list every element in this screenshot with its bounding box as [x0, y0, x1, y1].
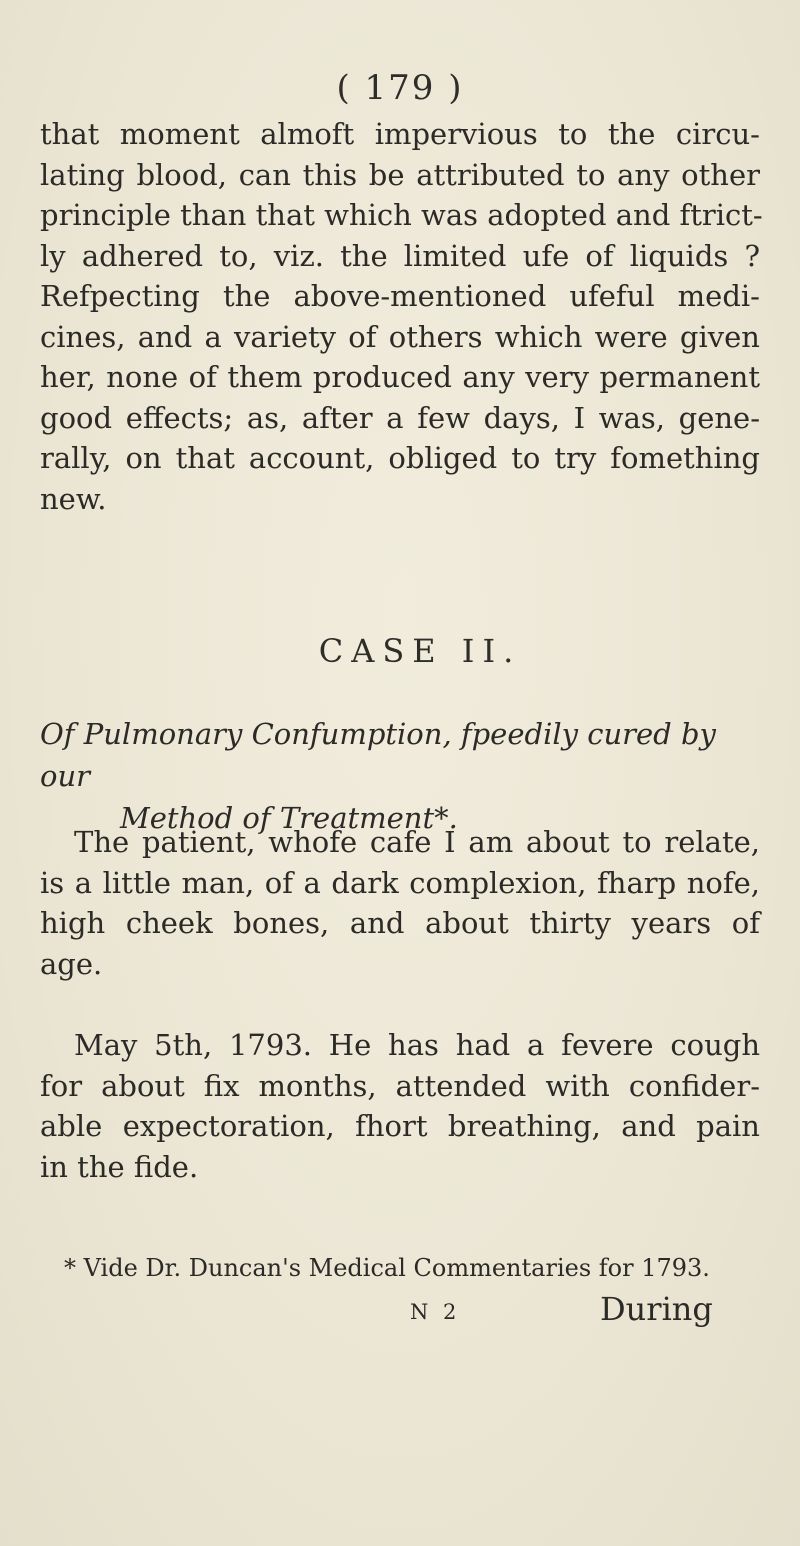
case-subtitle [40, 713, 760, 839]
page-number: ( 179 ) [336, 68, 464, 108]
text-line: Refpecting the above-mentioned ufeful medi- [40, 279, 760, 313]
case-heading: CASE II. [318, 632, 522, 670]
signature-mark: N 2 [410, 1300, 461, 1324]
paragraph-1 [40, 114, 763, 519]
catchword: During [600, 1290, 713, 1328]
text-line: lating blood, can this be attributed to any other [40, 157, 760, 192]
text-line: rally, on that account, obliged to try fomething [40, 441, 760, 475]
text-line: high cheek bones, and about thirty years of [40, 906, 760, 940]
text-line: ly adhered to, viz. the limited ufe of liquids ? [40, 238, 760, 273]
text-line: age. [40, 946, 103, 981]
subtitle-line-1: Of Pulmonary Confumption, fpeedily cured by our [40, 717, 716, 793]
text-line: is a little man, of a dark complexion, fharp nofe, [40, 865, 760, 900]
paragraph-3 [40, 1025, 760, 1187]
text-line: for about fix months, attended with confider- [40, 1068, 760, 1103]
paragraph-2 [40, 822, 760, 984]
text-line: good effects; as, after a few days, I was, gene- [40, 400, 760, 435]
text-line: principle than that which was adopted and ftrict- [40, 198, 763, 232]
text-line: cines, and a variety of others which were given [40, 319, 760, 354]
text-line: new. [40, 481, 107, 516]
text-line: May 5th, 1793. He has had a fevere cough [74, 1028, 760, 1062]
text-line: able expectoration, fhort breathing, and pain [40, 1109, 760, 1143]
footnote: * Vide Dr. Duncan's Medical Commentaries for 1793. [64, 1254, 710, 1282]
subtitle-line-2: Method of Treatment*. [120, 801, 458, 835]
text-line: her, none of them produced any very permanent [40, 360, 760, 394]
text-line: that moment almoft impervious to the circu- [40, 117, 760, 151]
text-line: The patient, whofe cafe I am about to relate, [74, 825, 760, 859]
text-line: in the fide. [40, 1149, 199, 1184]
